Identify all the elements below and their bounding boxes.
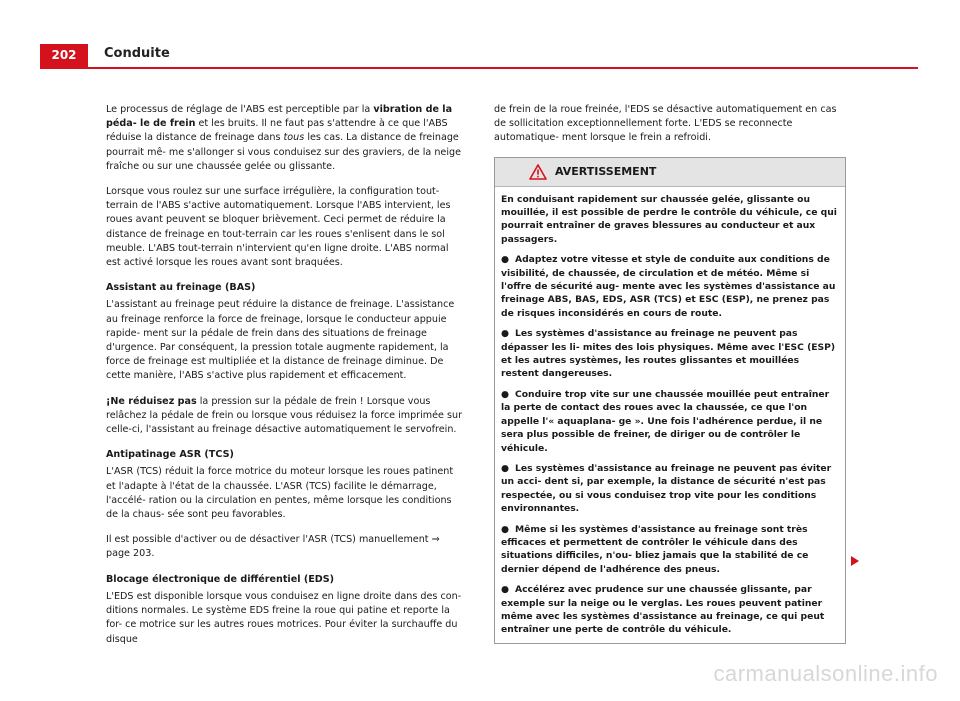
bullet-icon: ● [501,328,510,340]
bullet-icon: ● [501,254,510,266]
emphasis-text: vibration de la péda- le de frein [106,104,453,130]
bullet-icon: ● [501,584,510,596]
eds-continued-paragraph: de frein de la roue freinée, l'EDS se désactive automatiquement en cas de sollicitation exceptionnellement forte. L'EDS se reconnecte automatique- ment lorsque le frein a refroidi. [494,104,837,144]
warning-item: ● Accélérez avec prudence sur une chaussée glissante, par exemple sur la neige ou le verglas. Les roues peuvent patiner même avec les systèmes d'assistance au freinage, ce qui peut entraîner une perte de contrôle du véhicule. [501,584,825,636]
bullet-icon: ● [501,523,510,535]
warning-header [495,158,845,187]
italic-text: tous [283,132,305,144]
asr-toggle-paragraph: Il est possible d'activer ou de désactiver l'ASR (TCS) manuellement ⇒ page 203. [106,534,440,560]
warning-item: ● Adaptez votre vitesse et style de conduite aux conditions de visibilité, de chaussée, de circulation et de météo. Même si l'offre de sécurité aug- mente avec les systèmes d'assistance au freinage ABS, BAS, EDS, ASR (TCS) et ESC (ESP), ne prenez pas de risques inconsidérés en cours de route. [501,254,836,319]
warning-triangle-icon [529,164,547,180]
abs-paragraph: Le processus de réglage de l'ABS est perceptible par la vibration de la péda- le de frein et les bruits. Il ne faut pas s'attendre à ce que l'ABS réduise la distance de freinage dans tous les cas. La distance de freinage pourrait mê- me s'allonger si vous conduisez sur des graviers, de la neige fraîche ou sur une chaussée gelée ou glissante. [106,104,461,172]
section-title: Conduite [104,46,170,61]
bullet-icon: ● [501,388,510,400]
page-number: 202 [40,44,88,67]
warning-item: ● Les systèmes d'assistance au freinage ne peuvent pas dépasser les li- mites des lois physiques. Même avec l'ESC (ESP) et les autres systèmes, les routes glissantes et mouillées restent dangereuses. [501,328,836,380]
warning-title: AVERTISSEMENT [555,164,657,178]
warning-item: ● Conduire trop vite sur une chaussée mouillée peut entraîner la perte de contact des roues avec la chaussée, ce que l'on appelle l'« aquaplana- ge ». Une fois l'adhérence perdue, il ne sera plus possible de freiner, de diriger ou de contrôler le véhicule. [501,388,830,454]
bas-paragraph: L'assistant au freinage peut réduire la distance de freinage. L'assistance au freinage renforce la force de freinage, lorsque le conducteur appuie rapide- ment sur la pédale de frein dans des situations de freinage d'urgence. Par conséquent, la pression totale augmente rapidement, la force de freinage est multipliée et la distance de freinage diminue. De cette manière, l'ABS s'active plus rapidement et efficacement. [106,299,455,382]
warning-item: ● Les systèmes d'assistance au freinage ne peuvent pas éviter un acci- dent si, par exemple, la distance de sécurité n'est pas respectée, ou si vous conduisez trop vite pour les conditions environnantes. [501,462,832,515]
asr-paragraph: L'ASR (TCS) réduit la force motrice du moteur lorsque les roues patinent et l'adapte à l'état de la chaussée. L'ASR (TCS) facilite le démarrage, l'accélé- ration ou la circulation en pentes, même lorsque les conditions de la chaus- sée sont peu favorables. [106,466,454,521]
warning-body [495,187,845,643]
warning-box [494,157,846,644]
bullet-icon: ● [501,462,510,474]
bas-note-paragraph: ¡Ne réduisez pas la pression sur la pédale de frein ! Lorsque vous relâchez la pédale de frein ou lorsque vous réduisez la force imprimée sur celle-ci, l'assistant au freinage désactive automatiquement le servofrein. [106,395,463,436]
continue-arrow-icon [851,556,859,566]
left-column [106,103,462,658]
bas-heading: Assistant au freinage (BAS) [106,282,256,294]
eds-paragraph: L'EDS est disponible lorsque vous conduisez en ligne droite dans des con- ditions normales. Le système EDS freine la roue qui patine et reporte la for- ce motrice sur les autres roues motrices. Pour éviter la surchauffe du disque [106,590,462,645]
header-rule [40,67,918,69]
emphasis-text: ¡Ne réduisez pas [106,395,197,407]
right-column [494,103,846,644]
abs-offroad-paragraph: Lorsque vous roulez sur une surface irrégulière, la configuration tout-terrain de l'ABS s'active automatiquement. Lorsque l'ABS intervient, les roues avant peuvent se bloquer brièvement. Ceci permet de réduire la distance de freinage en tout-terrain car les roues s'enlisent dans le sol meuble. L'ABS tout-terrain n'intervient qu'en ligne droite. L'ABS normal est activé lorsque les roues avant sont braquées. [106,186,451,269]
watermark: carmanualsonline.info [713,661,938,686]
warning-intro: En conduisant rapidement sur chaussée gelée, glissante ou mouillée, il est possible de perdre le contrôle du véhicule, ce qui pourrait entraîner de graves blessures au conducteur et aux passagers. [501,193,837,245]
eds-heading: Blocage électronique de différentiel (EDS) [106,573,335,585]
asr-heading: Antipatinage ASR (TCS) [106,449,234,461]
warning-item: ● Même si les systèmes d'assistance au freinage sont très efficaces et permettent de contrôler le véhicule dans des situations difficiles, n'ou- bliez jamais que la stabilité de ce dernier dépend de l'adhérence des pneus. [501,523,809,575]
